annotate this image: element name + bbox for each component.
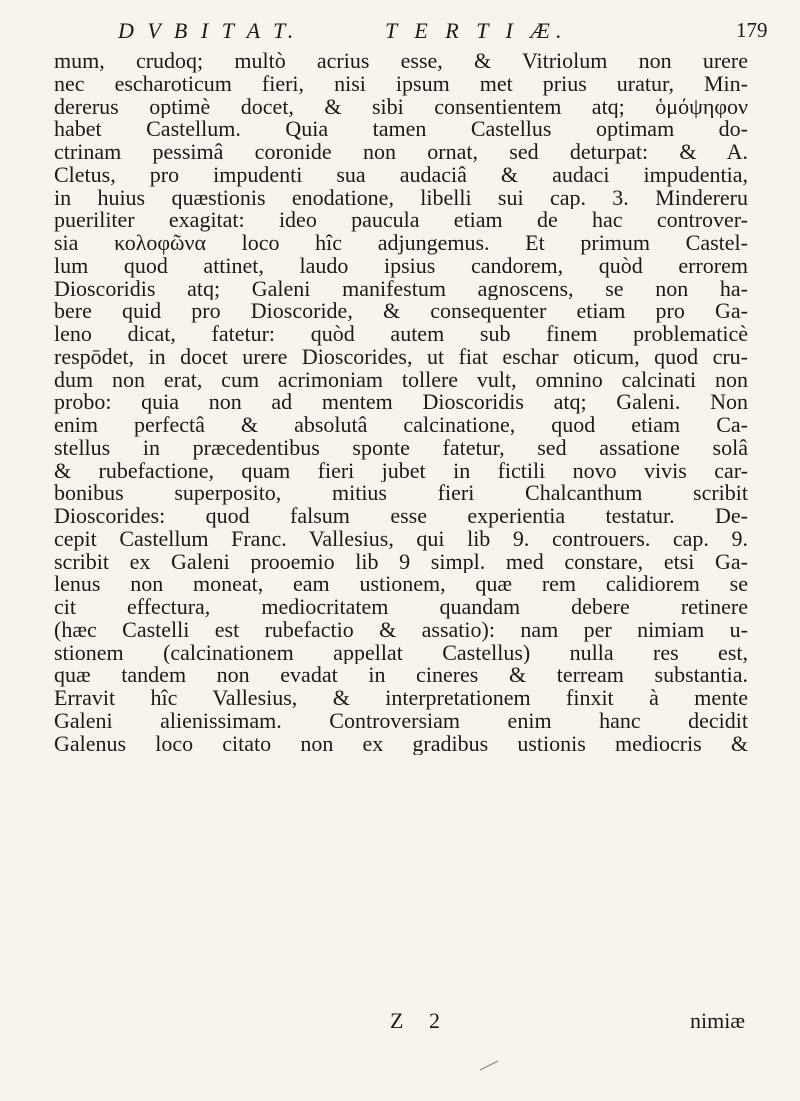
text-line: ctrinam pessimâ coronide non ornat, sed deturpat: & A. bbox=[54, 141, 748, 164]
text-line: mum, crudoq; multò acrius esse, & Vitriolum non urere bbox=[54, 50, 748, 73]
text-line: respōdet, in docet urere Dioscorides, ut fiat eschar oticum, quod cru- bbox=[54, 345, 748, 369]
text-line: in huius quæstionis enodatione, libelli sui cap. 3. Mindereru bbox=[54, 186, 748, 210]
text-line: leno dicat, fatetur: quòd autem sub finem problematicè bbox=[54, 323, 748, 346]
running-head-left: D V B I T A T. bbox=[118, 18, 298, 43]
text-line: dererus optimè docet, & sibi consentientem atq; ὁμόψηφον bbox=[54, 95, 748, 119]
signature-line bbox=[0, 1008, 800, 1038]
text-line: cit effectura, mediocritatem quandam debere retinere bbox=[54, 596, 748, 619]
text-line: cepit Castellum Franc. Vallesius, qui lib 9. controuers. cap. 9. bbox=[54, 527, 748, 551]
text-line: Dioscoridis atq; Galeni manifestum agnoscens, se non ha- bbox=[54, 277, 748, 301]
signature-mark: Z 2 bbox=[390, 1008, 450, 1033]
text-line: lenus non moneat, eam ustionem, quæ rem calidiorem se bbox=[54, 573, 748, 596]
catchword: nimiæ bbox=[690, 1008, 746, 1033]
text-line: quæ tandem non evadat in cineres & terream substantia. bbox=[54, 664, 748, 687]
text-line: bonibus superposito, mitius fieri Chalcanthum scribit bbox=[54, 482, 748, 505]
text-line: stellus in præcedentibus sponte fatetur, sed assatione solâ bbox=[54, 436, 748, 460]
page-number: 179 bbox=[736, 18, 768, 42]
running-header bbox=[0, 12, 800, 52]
text-line: nec escharoticum fieri, nisi ipsum met prius uratur, Min- bbox=[54, 72, 748, 96]
running-head-center: T E R T I Æ. bbox=[385, 18, 568, 43]
text-line: Galenus loco citato non ex gradibus ustionis mediocris & bbox=[54, 732, 748, 756]
text-line: lum quod attinet, laudo ipsius candorem, quòd errorem bbox=[54, 254, 748, 278]
text-line: Dioscorides: quod falsum esse experientia testatur. De- bbox=[54, 505, 748, 528]
text-line: Erravit hîc Vallesius, & interpretationem finxit à mente bbox=[54, 687, 748, 710]
text-line: (hæc Castelli est rubefactio & assatio): nam per nimiam u- bbox=[54, 618, 748, 642]
text-line: stionem (calcinationem appellat Castellus) nulla res est, bbox=[54, 641, 748, 665]
text-line: pueriliter exagitat: ideo paucula etiam de hac controver- bbox=[54, 209, 748, 232]
text-line: probo: quia non ad mentem Dioscoridis atq; Galeni. Non bbox=[54, 391, 748, 414]
text-line: scribit ex Galeni prooemio lib 9 simpl. med constare, etsi Ga- bbox=[54, 550, 748, 574]
body-text bbox=[54, 50, 748, 755]
text-line: dum non erat, cum acrimoniam tollere vult, omnino calcinati non bbox=[54, 368, 748, 392]
text-line: bere quid pro Dioscoride, & consequenter etiam pro Ga- bbox=[54, 300, 748, 323]
text-line: Cletus, pro impudenti sua audaciâ & audaci impudentia, bbox=[54, 163, 748, 187]
text-line: sia κολοφῶνα loco hîc adjungemus. Et primum Castel- bbox=[54, 232, 748, 255]
ink-mark-icon bbox=[478, 1058, 502, 1072]
text-line: enim perfectâ & absolutâ calcinatione, quod etiam Ca- bbox=[54, 414, 748, 437]
text-line: & rubefactione, quam fieri jubet in fictili novo vivis car- bbox=[54, 459, 748, 483]
text-line: Galeni alienissimam. Controversiam enim hanc decidit bbox=[54, 709, 748, 733]
text-line: habet Castellum. Quia tamen Castellus optimam do- bbox=[54, 118, 748, 141]
